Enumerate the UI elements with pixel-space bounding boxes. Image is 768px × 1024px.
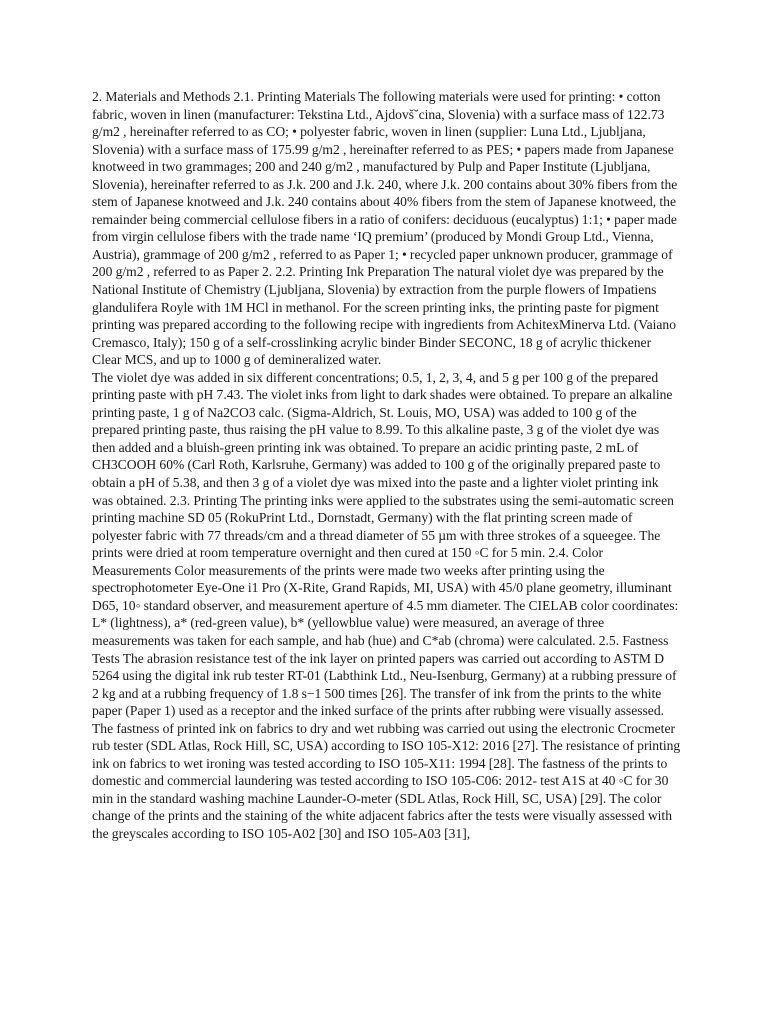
body-paragraph-1: 2. Materials and Methods 2.1. Printing Materials The following materials were used for printing: • cotton fabric, woven in linen (manufacturer: Tekstina Ltd., Ajdovš˘cina, Slovenia) with a surface mass of 122.73 g/m2 , hereinafter referred to as CO; • polyester fabric, woven in linen (supplier: Luna Ltd., Ljubljana, Slovenia) with a surface mass of 175.99 g/m2 , hereinafter referred to as PES; • papers made from Japanese knotweed in two grammages; 200 and 240 g/m2 , manufactured by Pulp and Paper Institute (Ljubljana, Slovenia), hereinafter referred to as J.k. 200 and J.k. 240, where J.k. 200 contains about 30% fibers from the stem of Japanese knotweed and J.k. 240 contains about 40% fibers from the stem of Japanese knotweed, the remainder being commercial cellulose fibers in a ratio of conifers: deciduous (eucalyptus) 1:1; • paper made from virgin cellulose fibers with the trade name ‘IQ premium’ (produced by Mondi Group Ltd., Vienna, Austria), grammage of 200 g/m2 , referred to as Paper 1; • recycled paper unknown producer, grammage of 200 g/m2 , referred to as Paper 2. 2.2. Printing Ink Preparation The natural violet dye was prepared by the National Institute of Chemistry (Ljubljana, Slovenia) by extraction from the purple flowers of Impatiens glandulifera Royle with 1M HCl in methanol. For the screen printing inks, the printing paste for pigment printing was prepared according to the following recipe with ingredients from AchitexMinerva Ltd. (Vaiano Cremasco, Italy); 150 g of a self-crosslinking acrylic binder Binder SECONC, 18 g of acrylic thickener Clear MCS, and up to 1000 g of demineralized water. (92, 89, 678, 368)
document-page (92, 88, 682, 843)
body-paragraph-2: The violet dye was added in six different concentrations; 0.5, 1, 2, 3, 4, and 5 g per 100 g of the prepared printing paste with pH 7.43. The violet inks from light to dark shades were obtained. To prepare an alkaline printing paste, 1 g of Na2CO3 calc. (Sigma-Aldrich, St. Louis, MO, USA) was added to 100 g of the prepared printing paste, thus raising the pH value to 8.99. To this alkaline paste, 3 g of the violet dye was then added and a bluish-green printing ink was obtained. To prepare an acidic printing paste, 2 mL of CH3COOH 60% (Carl Roth, Karlsruhe, Germany) was added to 100 g of the originally prepared paste to obtain a pH of 5.38, and then 3 g of a violet dye was mixed into the paste and a lighter violet printing ink was obtained. 2.3. Printing The printing inks were applied to the substrates using the semi-automatic screen printing machine SD 05 (RokuPrint Ltd., Dornstadt, Germany) with the flat printing screen made of polyester fabric with 77 threads/cm and a thread diameter of 55 µm with three strokes of a squeegee. The prints were dried at room temperature overnight and then cured at 150 ◦C for 5 min. 2.4. Color Measurements Color measurements of the prints were made two weeks after printing using the spectrophotometer Eye-One i1 Pro (X-Rite, Grand Rapids, MI, USA) with 45/0 plane geometry, illuminant D65, 10◦ standard observer, and measurement aperture of 4.5 mm diameter. The CIELAB color coordinates: L* (lightness), a* (red-green value), b* (yellowblue value) were measured, an average of three measurements was taken for each sample, and hab (hue) and C*ab (chroma) were calculated. 2.5. Fastness Tests The abrasion resistance test of the ink layer on printed papers was carried out according to ASTM D 5264 using the digital ink rub tester RT-01 (Labthink Ltd., Neu-Isenburg, Germany) at a rubbing pressure of 2 kg and at a rubbing frequency of 1.8 s−1 500 times [26]. The transfer of ink from the prints to the white paper (Paper 1) used as a receptor and the inked surface of the prints after rubbing were visually assessed. The fastness of printed ink on fabrics to dry and wet rubbing was carried out using the electronic Crocmeter rub tester (SDL Atlas, Rock Hill, SC, USA) according to ISO 105-X12: 2016 [27]. The resistance of printing ink on fabrics to wet ironing was tested according to ISO 105-X11: 1994 [28]. The fastness of the prints to domestic and commercial laundering was tested according to ISO 105-C06: 2012- test A1S at 40 ◦C for 30 min in the standard washing machine Launder-O-meter (SDL Atlas, Rock Hill, SC, USA) [29]. The color change of the prints and the staining of the white adjacent fabrics after the tests were visually assessed with the greyscales according to ISO 105-A02 [30] and ISO 105-A03 [31], (92, 369, 681, 841)
